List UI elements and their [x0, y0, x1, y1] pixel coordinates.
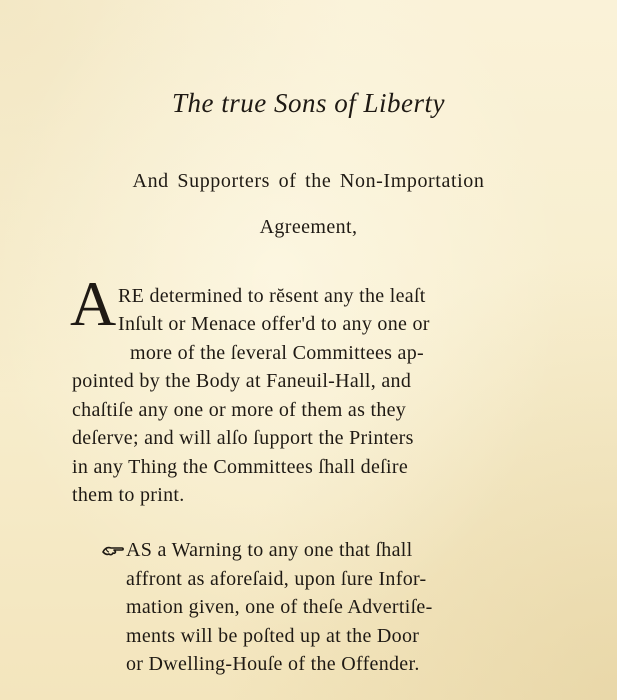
paragraph-line: chaſtiſe any one or more of them as they	[72, 399, 407, 421]
paragraph-line: in any Thing the Committees ſhall deſire	[72, 456, 409, 478]
paragraph-line: more of the ſeveral Committees ap-	[130, 342, 424, 364]
broadside-subtitle-continued: Agreement,	[259, 216, 358, 238]
paragraph-line: or Dwelling-Houſe of the Offender.	[126, 653, 420, 675]
paragraph-line: pointed by the Body at Faneuil-Hall, and	[72, 370, 412, 392]
paragraph-line: RE determined to rĕsent any the leaſt	[118, 285, 426, 307]
broadside-subtitle: And Supporters of the Non-Importation	[132, 170, 485, 192]
paragraph-line: affront as aforeſaid, upon ſure Infor-	[126, 568, 427, 590]
drop-cap: A	[70, 268, 117, 339]
paragraph-line: AS a Warning to any one that ſhall	[126, 539, 413, 561]
paragraph-line: ments will be poſted up at the Door	[126, 625, 420, 647]
paragraph-line: them to print.	[72, 484, 185, 506]
paragraph-line: Inſult or Menace offer'd to any one or	[118, 313, 430, 335]
paragraph-line: mation given, one of theſe Advertiſe-	[126, 596, 433, 618]
pointing-hand-icon	[102, 540, 124, 558]
paragraph-line: deſerve; and will alſo ſupport the Printers	[72, 427, 414, 449]
broadside-title: The true Sons of Liberty	[172, 88, 445, 118]
